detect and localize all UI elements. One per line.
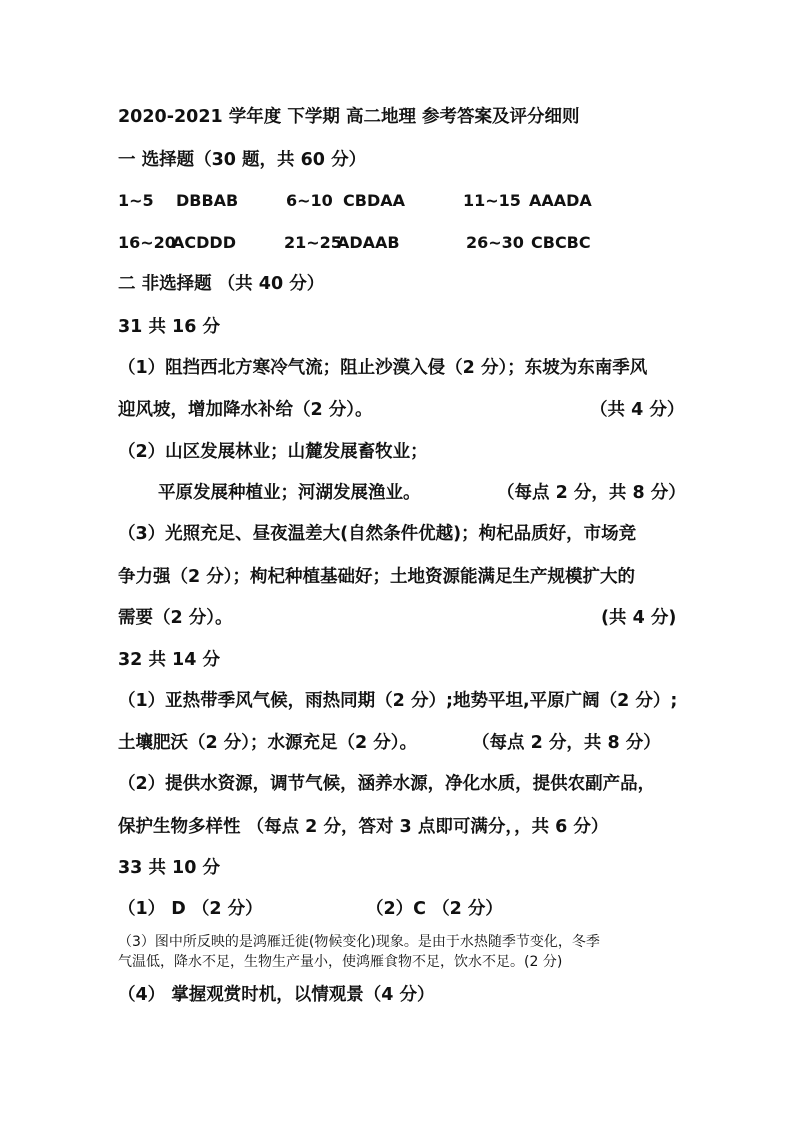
q31-heading: 31 共 16 分 (118, 317, 220, 337)
range-label: 1~5 (118, 191, 154, 210)
q32-answer-1-line-2: 土壤肥沃（2 分）；水源充足（2 分）。 (118, 733, 418, 753)
q31-answer-2-line-1: （2）山区发展林业；山麓发展畜牧业； (118, 442, 428, 462)
q31-answer-2-line-2: 平原发展种植业；河湖发展渔业。 (158, 483, 421, 503)
answer-letters: DBBAB (176, 191, 239, 210)
part1-heading: 一 选择题（30 题，共 60 分） (118, 150, 367, 170)
q31-answer-3-line-2: 争力强（2 分）；枸杞种植基础好；土地资源能满足生产规模扩大的 (118, 567, 636, 587)
q31-answer-1-score: （共 4 分） (590, 400, 685, 420)
answer-letters: ACDDD (172, 233, 236, 252)
q32-heading: 32 共 14 分 (118, 650, 220, 670)
q31-answer-3-score: (共 4 分) (601, 608, 677, 628)
range-label: 21~25 (284, 233, 342, 252)
range-label: 6~10 (286, 191, 333, 210)
q33-answer-4: （4） 掌握观赏时机，以情观景（4 分） (118, 985, 435, 1005)
answer-letters: CBCBC (531, 233, 591, 252)
answer-letters: ADAAB (337, 233, 400, 252)
q32-answer-1-score: （每点 2 分，共 8 分） (472, 733, 661, 753)
part2-heading: 二 非选择题 （共 40 分） (118, 274, 325, 294)
q33-heading: 33 共 10 分 (118, 858, 220, 878)
q32-answer-2-line-1: （2）提供水资源，调节气候，涵养水源，净化水质，提供农副产品， (118, 774, 656, 794)
range-label: 26~30 (466, 233, 524, 252)
q33-answer-1: （1） D （2 分） (118, 899, 263, 919)
q33-answer-2: （2）C （2 分） (366, 899, 503, 919)
q31-answer-3-line-3: 需要（2 分）。 (118, 608, 233, 628)
q31-answer-1-line-1: （1）阻挡西北方寒冷气流；阻止沙漠入侵（2 分）；东坡为东南季风 (118, 358, 648, 378)
q33-answer-3-line-1: （3）图中所反映的是鸿雁迁徙(物候变化)现象。是由于水热随季节变化，冬季 (118, 934, 600, 950)
answer-letters: AAADA (529, 191, 592, 210)
q31-answer-2-score: （每点 2 分，共 8 分） (497, 483, 686, 503)
range-label: 16~20 (118, 233, 176, 252)
q32-answer-1-line-1: （1）亚热带季风气候，雨热同期（2 分）;地势平坦,平原广阔（2 分）; (118, 691, 678, 711)
q31-answer-3-line-1: （3）光照充足、昼夜温差大(自然条件优越)；枸杞品质好，市场竞 (118, 524, 637, 544)
answer-letters: CBDAA (343, 191, 405, 210)
range-label: 11~15 (463, 191, 521, 210)
q32-answer-2-line-2: 保护生物多样性 （每点 2 分，答对 3 点即可满分，，共 6 分） (118, 817, 609, 837)
q33-answer-3-line-2: 气温低，降水不足，生物生产量小，使鸿雁食物不足，饮水不足。(2 分) (118, 954, 563, 970)
page-title: 2020-2021 学年度 下学期 高二地理 参考答案及评分细则 (118, 107, 580, 127)
q31-answer-1-line-2: 迎风坡，增加降水补给（2 分）。 (118, 400, 373, 420)
